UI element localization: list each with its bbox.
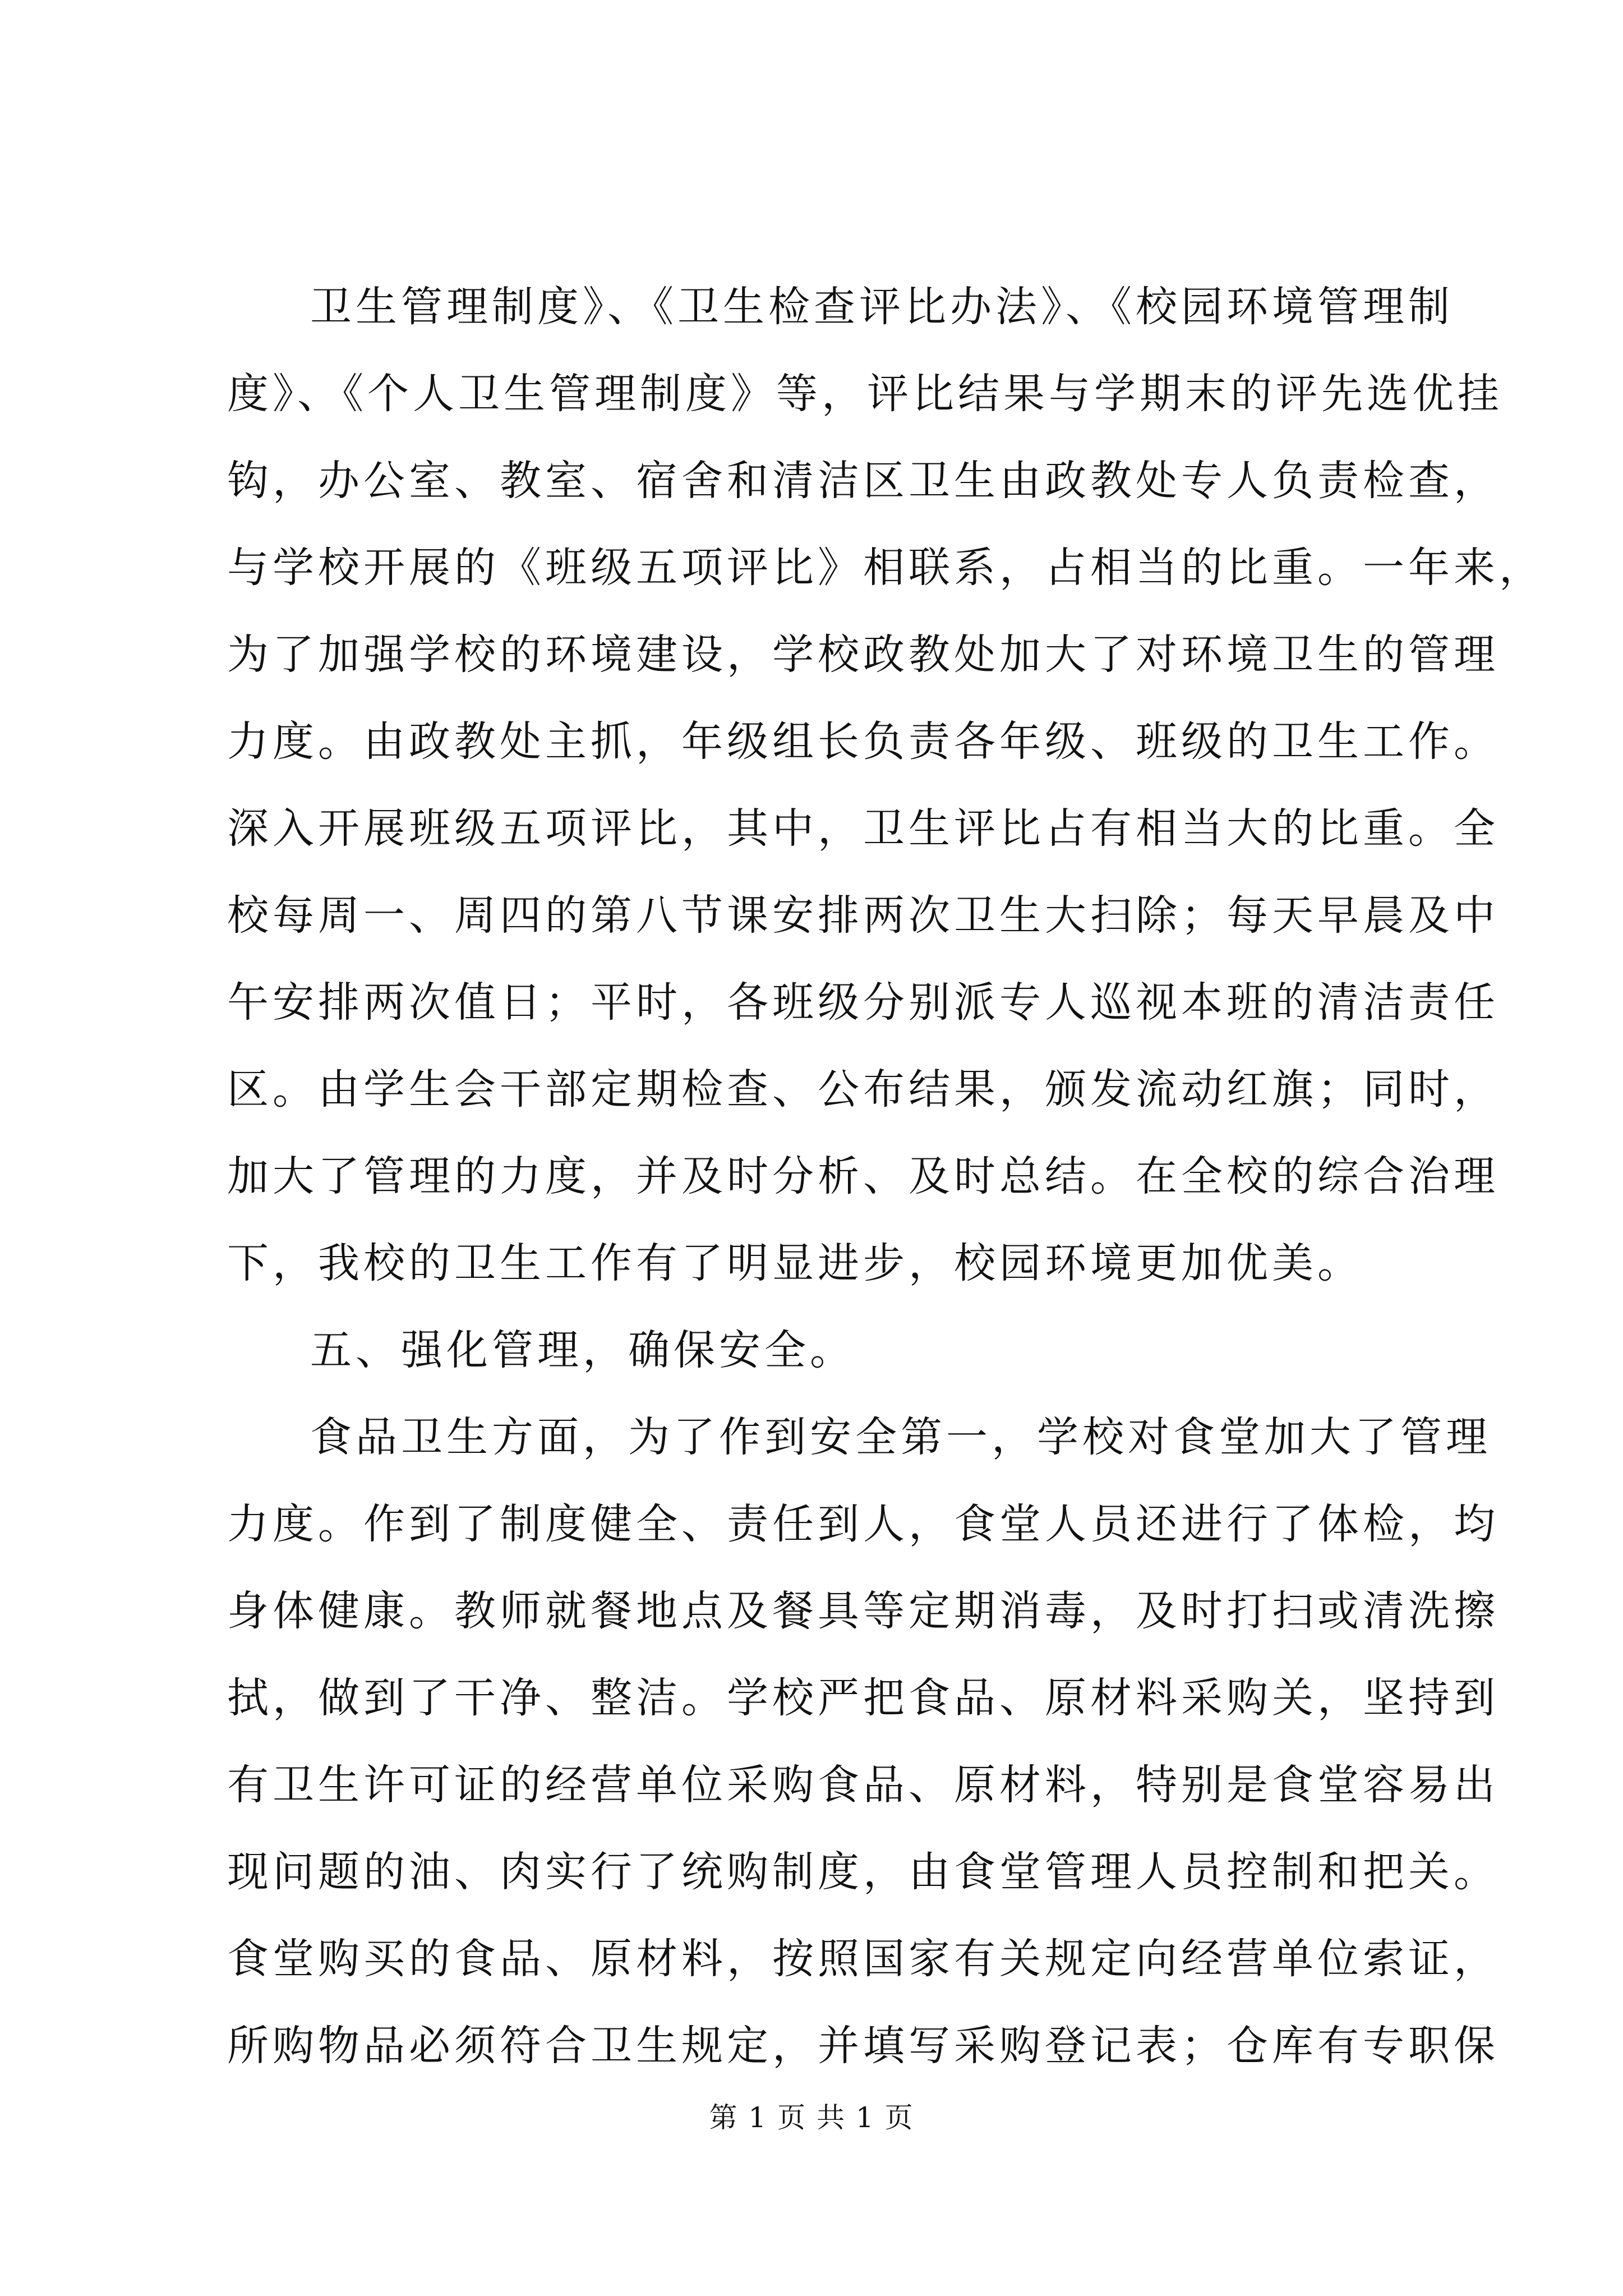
text-line: 与学校开展的《班级五项评比》相联系，占相当的比重。一年来，: [227, 544, 1544, 592]
section-heading: [227, 1307, 1422, 1394]
section-heading-text: 五、强化管理，确保安全。: [310, 1326, 855, 1374]
text-line: 食堂购买的食品、原材料，按照国家有关规定向经营单位索证，: [227, 1935, 1499, 1983]
text-line: 为了加强学校的环境建设，学校政教处加大了对环境卫生的管理: [227, 631, 1499, 679]
text-line: 所购物品必须符合卫生规定，并填写采购登记表；仓库有专职保: [227, 2022, 1499, 2070]
text-line: 校每周一、周四的第八节课安排两次卫生大扫除；每天早晨及中: [227, 891, 1499, 940]
text-line: 区。由学生会干部定期检查、公布结果，颁发流动红旗；同时，: [227, 1065, 1499, 1114]
text-line: 力度。作到了制度健全、责任到人，食堂人员还进行了体检，均: [227, 1500, 1499, 1548]
paragraph-3: [227, 1394, 1499, 2090]
text-line: 深入开展班级五项评比，其中，卫生评比占有相当大的比重。全: [227, 804, 1499, 853]
text-line: 拭，做到了干净、整洁。学校严把食品、原材料采购关，坚持到: [227, 1674, 1499, 1722]
page-footer: 第 1 页 共 1 页: [709, 2101, 914, 2134]
paragraph-1: [227, 264, 1544, 1307]
text-line: 卫生管理制度》、《卫生检查评比办法》、《校园环境管理制: [310, 283, 1454, 331]
text-line: 午安排两次值日；平时，各班级分别派专人巡视本班的清洁责任: [227, 978, 1499, 1027]
text-line: 度》、《个人卫生管理制度》等，评比结果与学期末的评先选优挂: [227, 370, 1503, 418]
text-line: 加大了管理的力度，并及时分析、及时总结。在全校的综合治理: [227, 1152, 1499, 1200]
document-body: [227, 264, 1544, 2090]
text-line: 钩，办公室、教室、宿舍和清洁区卫生由政教处专人负责检查，: [227, 457, 1499, 505]
text-line: 现问题的油、肉实行了统购制度，由食堂管理人员控制和把关。: [227, 1848, 1499, 1896]
text-line: 下，我校的卫生工作有了明显进步，校园环境更加优美。: [227, 1239, 1363, 1287]
text-line: 力度。由政教处主抓，年级组长负责各年级、班级的卫生工作。: [227, 717, 1499, 766]
text-line: 有卫生许可证的经营单位采购食品、原材料，特别是食堂容易出: [227, 1761, 1499, 1809]
text-line: 身体健康。教师就餐地点及餐具等定期消毒，及时打扫或清洗擦: [227, 1587, 1499, 1635]
text-line: 食品卫生方面，为了作到安全第一，学校对食堂加大了管理: [310, 1413, 1491, 1461]
